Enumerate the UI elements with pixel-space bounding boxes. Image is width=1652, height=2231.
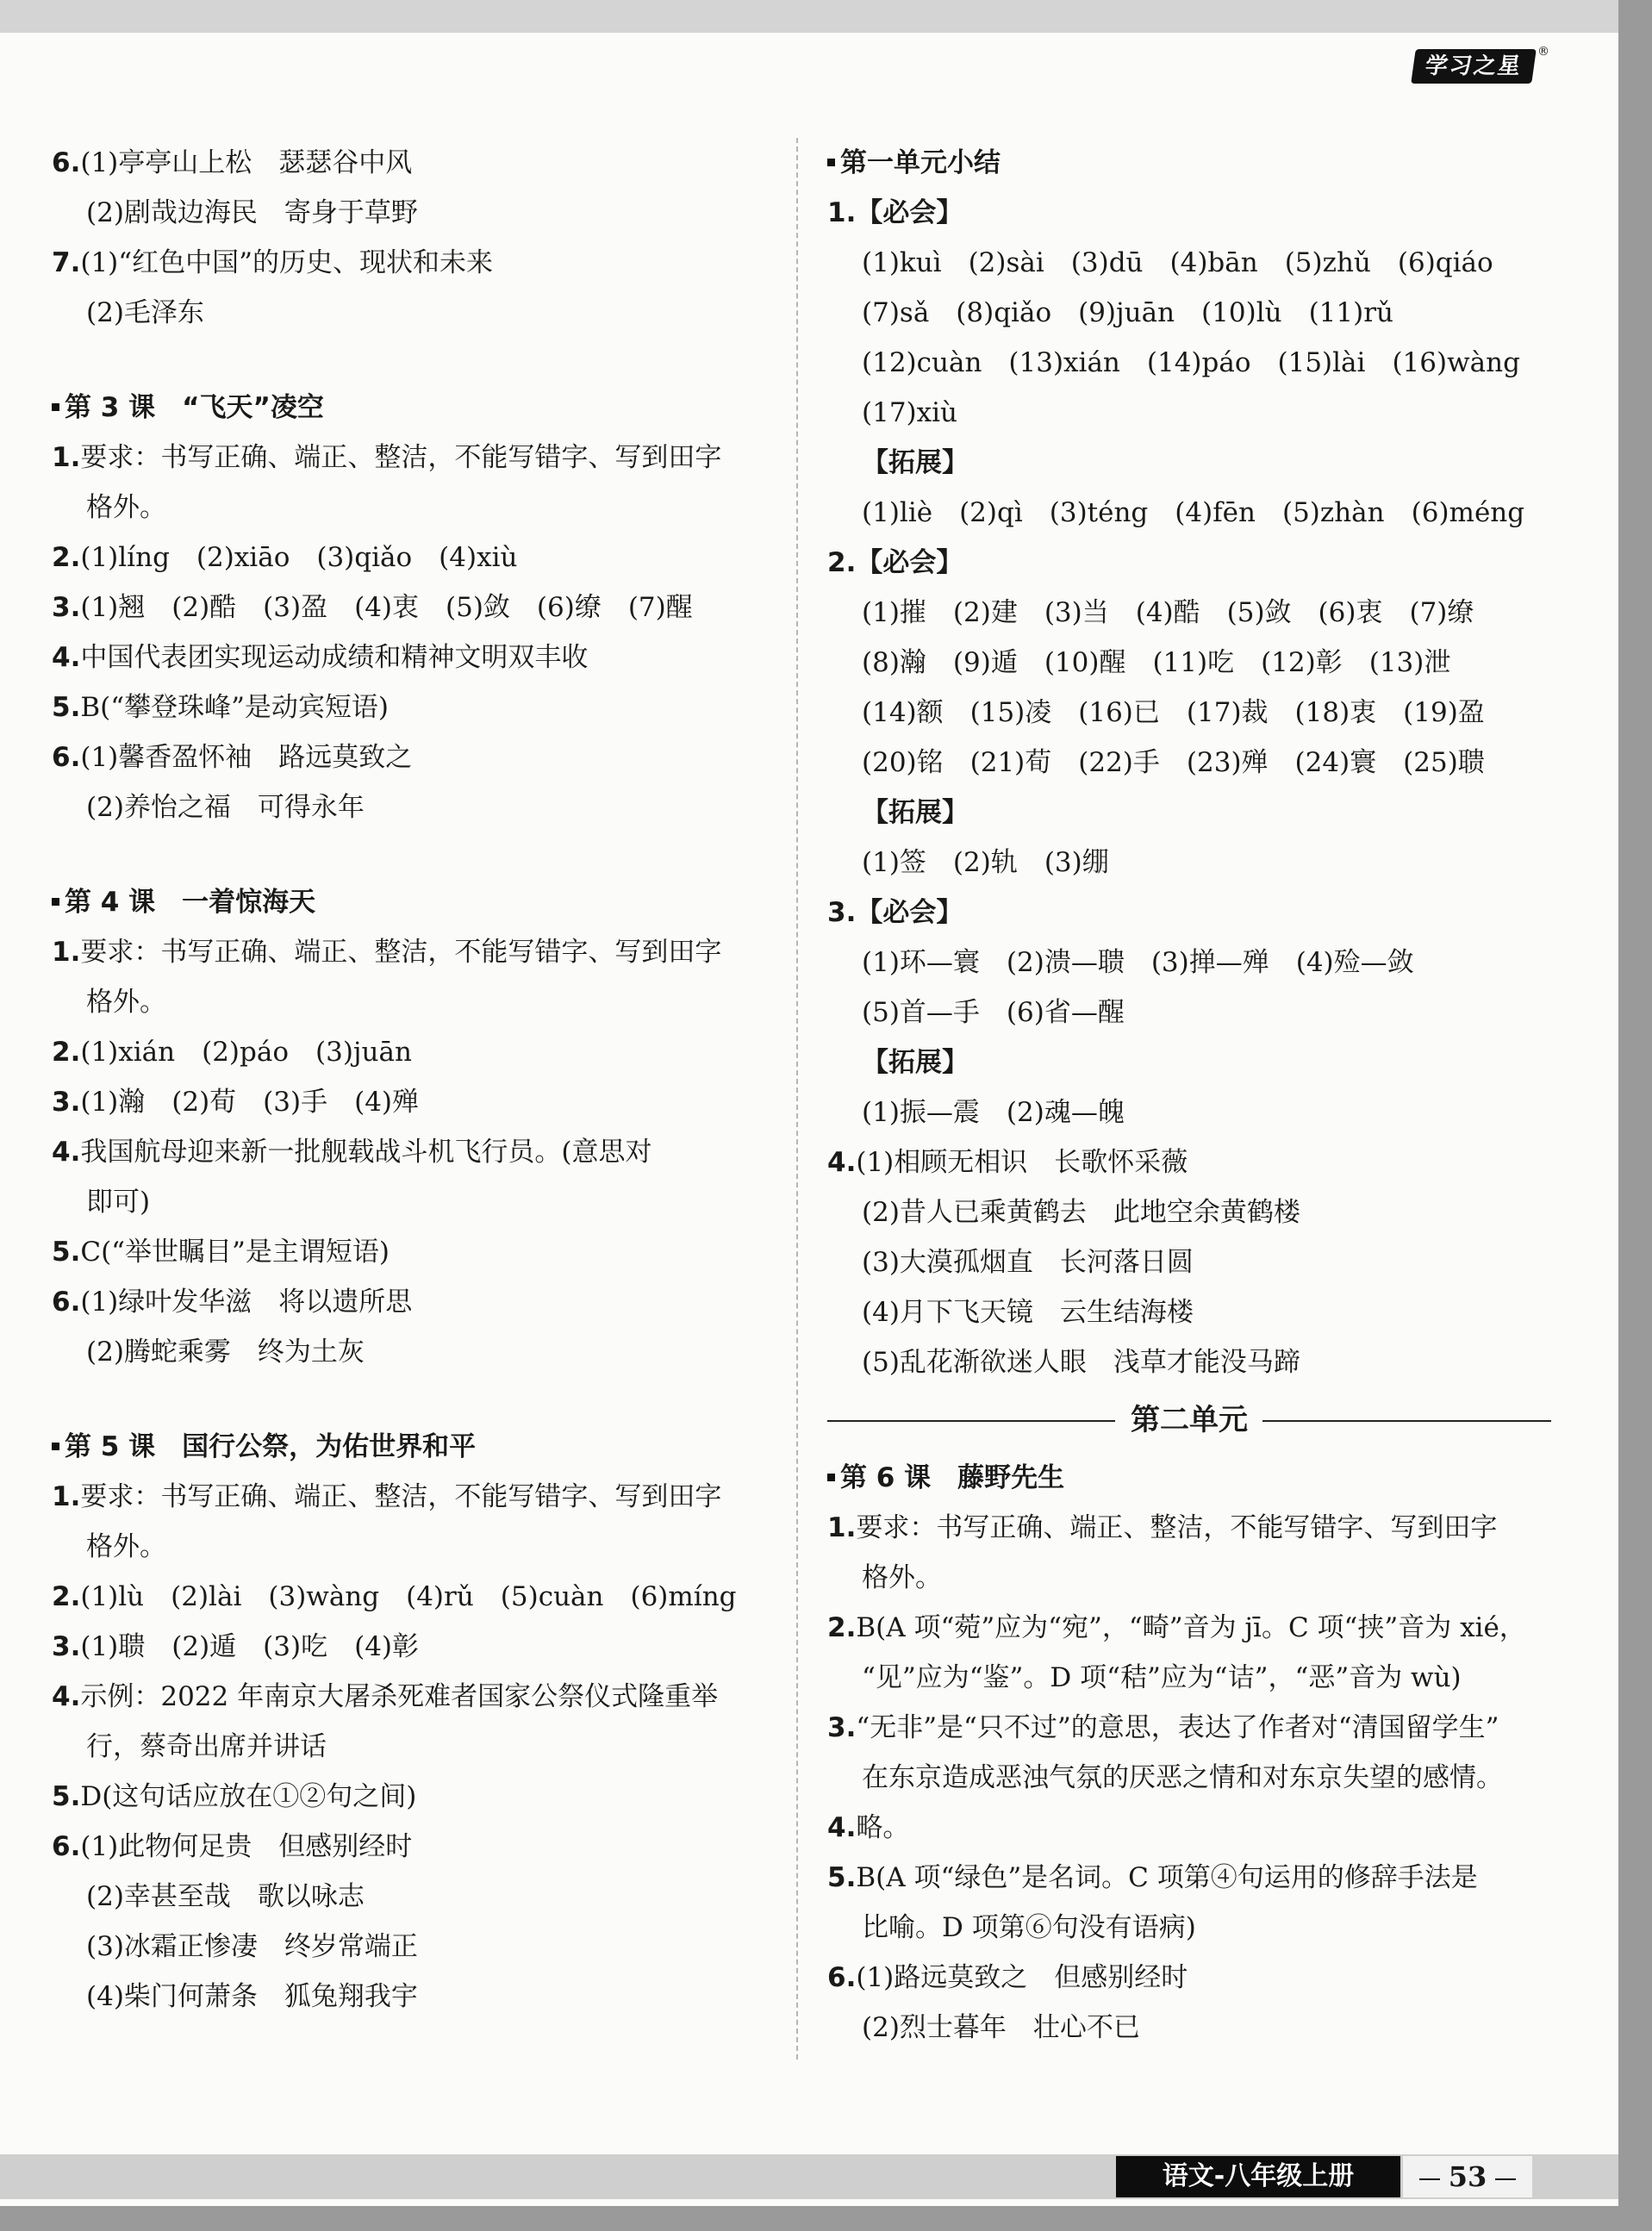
answer-line xyxy=(52,483,784,533)
question-number: 1. xyxy=(827,1512,857,1543)
answer-item xyxy=(52,1127,784,1177)
section-spacer xyxy=(52,832,784,877)
answer-line xyxy=(827,1903,1551,1953)
answer-line xyxy=(827,388,1551,438)
unit-heading-text: 第二单元 xyxy=(1115,1403,1263,1437)
category-tag: 【拓展】 xyxy=(862,797,969,828)
answer-item xyxy=(52,682,784,732)
answer-item xyxy=(827,1137,1551,1187)
lesson-heading-text: 第 6 课 藤野先生 xyxy=(840,1462,1065,1493)
question-number: 3. xyxy=(827,897,857,928)
brand-logo: 学习之星 xyxy=(1411,49,1537,84)
question-number: 6. xyxy=(52,1831,81,1862)
answer-text: (4)月下飞天镜 云生结海楼 xyxy=(862,1297,1194,1328)
answer-text: (1)馨香盈怀袖 路远莫致之 xyxy=(80,742,413,773)
answer-text: (1)lù (2)lài (3)wàng (4)rǔ (5)cuàn (6)míng xyxy=(80,1581,737,1612)
answer-text: (14)额 (15)凌 (16)已 (17)裁 (18)衷 (19)盈 xyxy=(862,697,1485,728)
answer-text: (1)xián (2)páo (3)juān xyxy=(80,1037,412,1068)
answer-text: 比喻。D 项第⑥句没有语病) xyxy=(862,1912,1196,1943)
answer-text: (1)相顾无相识 长歌怀采薇 xyxy=(856,1147,1188,1178)
lesson-heading xyxy=(827,1453,1551,1503)
answer-line xyxy=(827,688,1551,738)
question-number: 3. xyxy=(52,592,81,623)
registered-mark: ® xyxy=(1537,45,1549,59)
answer-line xyxy=(827,488,1551,538)
answer-text: 中国代表团实现运动成绩和精神文明双丰收 xyxy=(80,642,589,673)
answer-line xyxy=(827,288,1551,338)
question-number: 3. xyxy=(52,1087,81,1118)
answer-item xyxy=(52,633,784,682)
question-number: 1. xyxy=(827,197,857,228)
answer-text: 格外。 xyxy=(86,987,166,1018)
answer-text: “见”应为“鉴”。D 项“秸”应为“诘”，“恶”音为 wù) xyxy=(862,1662,1462,1693)
answer-text: 要求：书写正确、端正、整洁，不能写错字、写到田字 xyxy=(856,1512,1498,1543)
answer-text: (1)kuì (2)sài (3)dū (4)bān (5)zhǔ (6)qiáo xyxy=(862,247,1493,278)
question-number: 5. xyxy=(52,1781,81,1812)
answer-line xyxy=(827,638,1551,688)
answer-text: (17)xiù xyxy=(862,397,957,428)
answer-text: (5)乱花渐欲迷人眼 浅草才能没马蹄 xyxy=(862,1347,1300,1378)
answer-line xyxy=(52,1722,784,1772)
question-number: 5. xyxy=(827,1862,857,1893)
lesson-heading-text: 第 3 课 “飞天”凌空 xyxy=(65,392,324,423)
answer-item xyxy=(827,888,1551,938)
answer-text: 要求：书写正确、端正、整洁，不能写错字、写到田字 xyxy=(80,937,722,968)
question-number: 2. xyxy=(52,542,81,573)
lesson-heading xyxy=(52,877,784,927)
answer-text: (12)cuàn (13)xián (14)páo (15)lài (16)wàng xyxy=(862,347,1520,378)
answer-item xyxy=(52,1822,784,1872)
answer-text: (2)昔人已乘黄鹤去 此地空余黄鹤楼 xyxy=(862,1197,1300,1228)
page-number-text: 53 xyxy=(1448,2160,1487,2193)
bullet-square-icon xyxy=(827,159,835,166)
answer-text: (1)“红色中国”的历史、现状和未来 xyxy=(80,247,493,278)
answer-text: (7)sǎ (8)qiǎo (9)juān (10)lù (11)rǔ xyxy=(862,297,1393,328)
answer-item xyxy=(52,1077,784,1127)
answer-line xyxy=(827,788,1551,838)
answer-text: (1)此物何足贵 但感别经时 xyxy=(80,1831,413,1862)
answer-item xyxy=(52,1672,784,1722)
answer-text: 示例：2022 年南京大屠杀死难者国家公祭仪式隆重举 xyxy=(80,1681,719,1712)
lesson-heading xyxy=(827,138,1551,188)
answer-line xyxy=(827,1553,1551,1603)
page-number xyxy=(1403,2156,1532,2197)
answer-text: 在东京造成恶浊气氛的厌恶之情和对东京失望的感情。 xyxy=(862,1762,1503,1793)
column-divider xyxy=(796,138,798,2060)
answer-line xyxy=(52,288,784,338)
answer-line xyxy=(52,1972,784,2022)
answer-text: (1)聩 (2)遁 (3)吃 (4)彰 xyxy=(80,1631,420,1662)
answer-line xyxy=(52,1177,784,1227)
answer-item xyxy=(827,1803,1551,1853)
question-number: 2. xyxy=(827,1612,857,1643)
question-number: 1. xyxy=(52,1481,81,1512)
category-tag: 【必会】 xyxy=(856,197,963,228)
question-number: 1. xyxy=(52,937,81,968)
answer-text: (1)瀚 (2)荀 (3)手 (4)殚 xyxy=(80,1087,420,1118)
question-number: 4. xyxy=(52,1681,81,1712)
answer-item xyxy=(52,1572,784,1622)
answer-text: (2)幸甚至哉 歌以咏志 xyxy=(86,1881,365,1912)
bullet-square-icon xyxy=(52,898,59,906)
question-number: 6. xyxy=(52,1287,81,1318)
answer-text: 行，蔡奇出席并讲话 xyxy=(86,1731,327,1762)
lesson-heading xyxy=(52,1422,784,1472)
answer-text: (1)绿叶发华滋 将以遗所思 xyxy=(80,1287,413,1318)
question-number: 5. xyxy=(52,692,81,723)
answer-text: (2)烈士暮年 壮心不已 xyxy=(862,2012,1140,2043)
answer-item xyxy=(52,583,784,633)
answer-item xyxy=(52,1027,784,1077)
question-number: 6. xyxy=(52,742,81,773)
answer-item xyxy=(827,1703,1551,1753)
question-number: 4. xyxy=(827,1147,857,1178)
answer-line xyxy=(827,1287,1551,1337)
answer-text: (1)亭亭山上松 瑟瑟谷中风 xyxy=(80,147,413,178)
category-tag: 【拓展】 xyxy=(862,447,969,478)
answer-text: (1)振—震 (2)魂—魄 xyxy=(862,1097,1125,1128)
lesson-heading-text: 第 5 课 国行公祭，为佑世界和平 xyxy=(65,1431,477,1462)
answer-text: 要求：书写正确、端正、整洁，不能写错字、写到田字 xyxy=(80,1481,722,1512)
answer-line xyxy=(52,1872,784,1922)
lesson-heading-text: 第一单元小结 xyxy=(840,147,1001,178)
answer-text: 略。 xyxy=(856,1812,910,1843)
answer-item xyxy=(52,1277,784,1327)
answer-line xyxy=(827,238,1551,288)
answer-item xyxy=(827,1503,1551,1553)
question-number: 3. xyxy=(52,1631,81,1662)
answer-line xyxy=(52,188,784,238)
answer-text: (1)liè (2)qì (3)téng (4)fēn (5)zhàn (6)méng xyxy=(862,497,1525,528)
left-column xyxy=(52,138,784,2022)
answer-line xyxy=(827,1753,1551,1803)
question-number: 4. xyxy=(52,642,81,673)
answer-line xyxy=(827,1653,1551,1703)
answer-line xyxy=(827,988,1551,1038)
unit-heading xyxy=(827,1393,1551,1448)
answer-item xyxy=(52,533,784,583)
lesson-heading xyxy=(52,383,784,433)
answer-item xyxy=(827,1953,1551,2003)
answer-item xyxy=(827,1603,1551,1653)
question-number: 2. xyxy=(827,547,857,578)
section-spacer xyxy=(52,338,784,383)
answer-text: 要求：书写正确、端正、整洁，不能写错字、写到田字 xyxy=(80,442,722,473)
answer-item xyxy=(52,138,784,188)
question-number: 2. xyxy=(52,1581,81,1612)
answer-line xyxy=(827,1187,1551,1237)
answer-text: (4)柴门何萧条 狐兔翔我宇 xyxy=(86,1981,418,2012)
answer-item xyxy=(52,1227,784,1277)
answer-item xyxy=(52,1622,784,1672)
answer-text: B(“攀登珠峰”是动宾短语) xyxy=(80,692,390,723)
question-number: 3. xyxy=(827,1712,857,1743)
answer-line xyxy=(827,1038,1551,1087)
answer-text: “无非”是“只不过”的意思，表达了作者对“清国留学生” xyxy=(856,1712,1499,1743)
answer-line xyxy=(827,738,1551,788)
answer-text: (1)líng (2)xiāo (3)qiǎo (4)xiù xyxy=(80,542,518,573)
right-column xyxy=(827,138,1551,2053)
subject-grade-label: 语文-八年级上册 xyxy=(1116,2156,1400,2197)
answer-item xyxy=(52,927,784,977)
answer-text: (1)翘 (2)酷 (3)盈 (4)衷 (5)敛 (6)缭 (7)醒 xyxy=(80,592,693,623)
question-number: 5. xyxy=(52,1237,81,1268)
question-number: 7. xyxy=(52,247,81,278)
answer-line xyxy=(827,1237,1551,1287)
scan-top-edge xyxy=(0,0,1618,33)
answer-item xyxy=(52,732,784,782)
lesson-heading-text: 第 4 课 一着惊海天 xyxy=(65,887,316,918)
answer-item xyxy=(827,1853,1551,1903)
answer-item xyxy=(52,433,784,483)
category-tag: 【必会】 xyxy=(856,897,963,928)
answer-line xyxy=(827,1337,1551,1387)
answer-text: (2)腾蛇乘雾 终为土灰 xyxy=(86,1337,365,1368)
question-number: 2. xyxy=(52,1037,81,1068)
question-number: 6. xyxy=(827,1962,857,1993)
answer-item xyxy=(52,1472,784,1522)
section-spacer xyxy=(52,1377,784,1422)
answer-line xyxy=(827,438,1551,488)
question-number: 4. xyxy=(52,1137,81,1168)
bullet-square-icon xyxy=(827,1474,835,1481)
answer-line xyxy=(52,1327,784,1377)
answer-line xyxy=(52,977,784,1027)
answer-item xyxy=(52,238,784,288)
answer-text: 即可) xyxy=(86,1187,151,1218)
category-tag: 【拓展】 xyxy=(862,1047,969,1078)
answer-text: D(这句话应放在①②句之间) xyxy=(80,1781,417,1812)
answer-text: (1)路远莫致之 但感别经时 xyxy=(856,1962,1188,1993)
answer-text: (8)瀚 (9)遁 (10)醒 (11)吃 (12)彰 (13)泄 xyxy=(862,647,1451,678)
answer-text: (1)环—寰 (2)溃—聩 (3)掸—殚 (4)殓—敛 xyxy=(862,947,1414,978)
answer-text: 格外。 xyxy=(86,492,166,523)
answer-item xyxy=(52,1772,784,1822)
answer-text: C(“举世瞩目”是主谓短语) xyxy=(80,1237,390,1268)
answer-line xyxy=(827,588,1551,638)
answer-text: (5)首—手 (6)省—醒 xyxy=(862,997,1125,1028)
answer-line xyxy=(827,338,1551,388)
answer-text: B(A 项“绿色”是名词。C 项第④句运用的修辞手法是 xyxy=(856,1862,1478,1893)
question-number: 1. xyxy=(52,442,81,473)
bullet-square-icon xyxy=(52,1443,59,1450)
answer-text: (3)大漠孤烟直 长河落日圆 xyxy=(862,1247,1194,1278)
answer-line xyxy=(52,1922,784,1972)
answer-line xyxy=(52,782,784,832)
answer-line xyxy=(827,938,1551,988)
answer-text: 格外。 xyxy=(862,1562,942,1593)
answer-line xyxy=(827,838,1551,888)
answer-text: (2)养怡之福 可得永年 xyxy=(86,792,365,823)
answer-item xyxy=(827,188,1551,238)
answer-text: (2)毛泽东 xyxy=(86,297,204,328)
answer-text: B(A 项“菀”应为“宛”，“畸”音为 jī。C 项“挟”音为 xié， xyxy=(856,1612,1526,1643)
bullet-square-icon xyxy=(52,403,59,411)
answer-line xyxy=(827,1087,1551,1137)
answer-item xyxy=(827,538,1551,588)
question-number: 6. xyxy=(52,147,81,178)
answer-text: (2)剧哉边海民 寄身于草野 xyxy=(86,197,418,228)
answer-text: (1)签 (2)轨 (3)绷 xyxy=(862,847,1109,878)
answer-line xyxy=(827,2003,1551,2053)
answer-text: 格外。 xyxy=(86,1531,166,1562)
answer-text: (3)冰霜正惨凄 终岁常端正 xyxy=(86,1931,418,1962)
answer-text: 我国航母迎来新一批舰载战斗机飞行员。(意思对 xyxy=(80,1137,652,1168)
question-number: 4. xyxy=(827,1812,857,1843)
answer-line xyxy=(52,1522,784,1572)
answer-text: (1)摧 (2)建 (3)当 (4)酷 (5)敛 (6)衷 (7)缭 xyxy=(862,597,1474,628)
category-tag: 【必会】 xyxy=(856,547,963,578)
answer-text: (20)铭 (21)荀 (22)手 (23)殚 (24)寰 (25)聩 xyxy=(862,747,1485,778)
